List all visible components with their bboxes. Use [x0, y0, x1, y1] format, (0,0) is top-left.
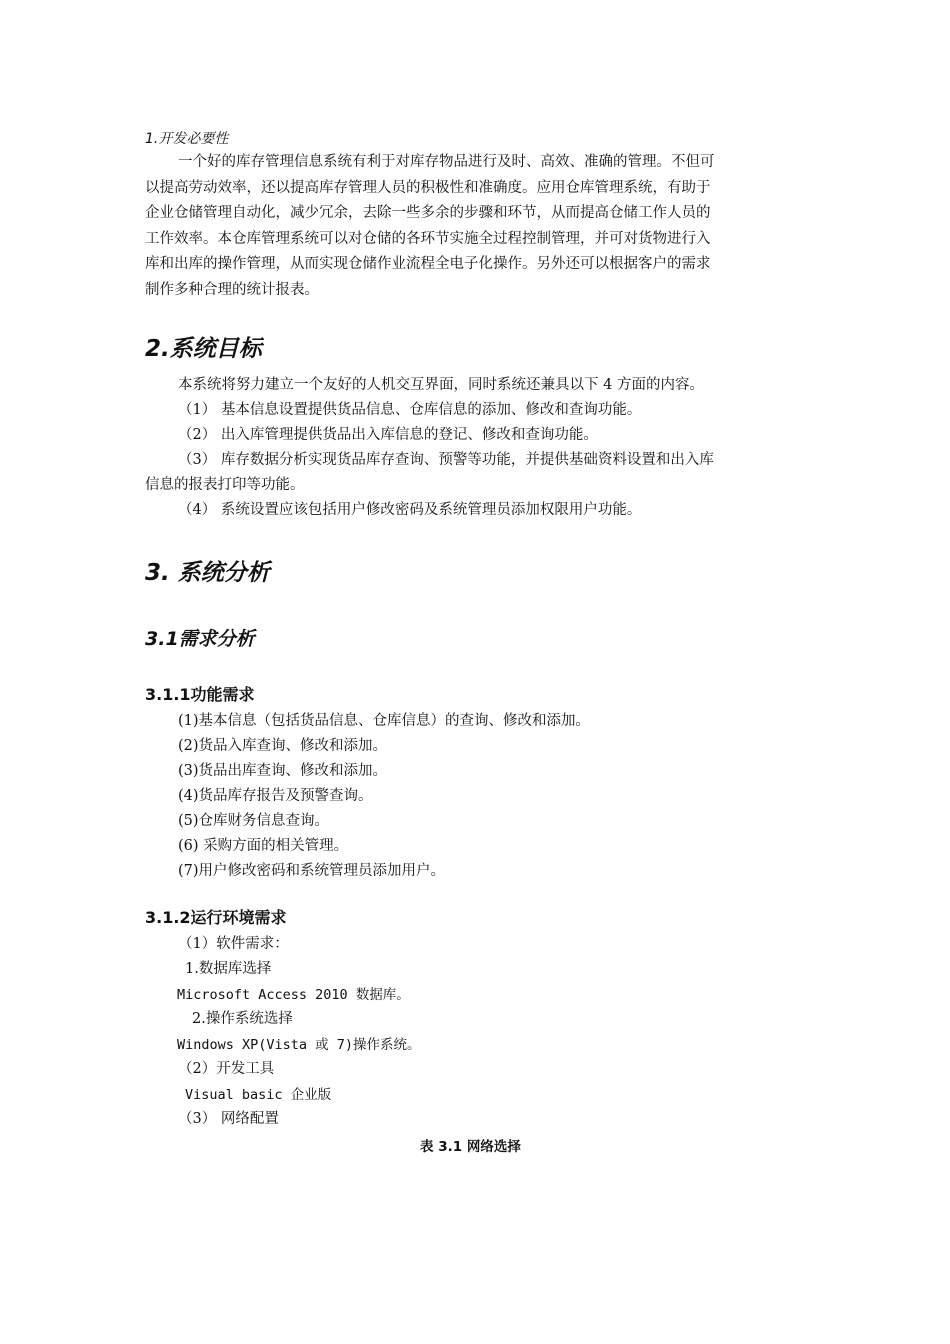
- goal-item-4: （4） 系统设置应该包括用户修改密码及系统管理员添加权限用户功能。: [178, 502, 642, 518]
- table-caption: 表 3.1 网络选择: [420, 1139, 521, 1155]
- func-item-1: (1)基本信息（包括货品信息、仓库信息）的查询、修改和添加。: [178, 713, 591, 729]
- paragraph-line: 制作多种合理的统计报表。: [145, 281, 319, 298]
- paragraph-line: 库和出库的操作管理，从而实现仓储作业流程全电子化操作。另外还可以根据客户的需求: [145, 256, 711, 272]
- goal-item-3: （3） 库存数据分析实现货品库存查询、预警等功能，并提供基础资料设置和出入库: [178, 452, 714, 468]
- func-item-5: (5)仓库财务信息查询。: [178, 813, 330, 829]
- env-os-value: Windows XP(Vista 或 7)操作系统。: [177, 1037, 421, 1053]
- goals-intro: 本系统将努力建立一个友好的人机交互界面，同时系统还兼具以下 4 方面的内容。: [178, 377, 704, 393]
- goal-item-3-cont: 信息的报表打印等功能。: [145, 477, 305, 493]
- goal-item-2: （2） 出入库管理提供货品出入库信息的登记、修改和查询功能。: [178, 427, 598, 443]
- env-db-select: 1.数据库选择: [185, 961, 272, 977]
- subsection-heading-functional: 3.1.1功能需求: [145, 685, 255, 704]
- func-item-3: (3)货品出库查询、修改和添加。: [178, 763, 388, 779]
- func-item-6: (6) 采购方面的相关管理。: [178, 838, 349, 854]
- paragraph-line: 以提高劳动效率，还以提高库存管理人员的积极性和准确度。应用仓库管理系统，有助于: [145, 179, 711, 196]
- subsection-heading-environment: 3.1.2运行环境需求: [145, 908, 287, 927]
- func-item-2: (2)货品入库查询、修改和添加。: [178, 738, 388, 754]
- env-db-value: Microsoft Access 2010 数据库。: [177, 987, 410, 1003]
- paragraph-line: 一个好的库存管理信息系统有利于对库存物品进行及时、高效、准确的管理。不但可: [178, 154, 715, 170]
- func-item-7: (7)用户修改密码和系统管理员添加用户。: [178, 863, 446, 879]
- env-dev-value: Visual basic 企业版: [185, 1087, 332, 1103]
- env-network: （3） 网络配置: [178, 1111, 279, 1127]
- section-heading-analysis: 3. 系统分析: [145, 560, 270, 586]
- necessity-paragraph: [145, 150, 807, 303]
- paragraph-line: 工作效率。本仓库管理系统可以对仓储的各环节实施全过程控制管理，并可对货物进行入: [145, 230, 711, 247]
- goal-item-1: （1） 基本信息设置提供货品信息、仓库信息的添加、修改和查询功能。: [178, 402, 642, 418]
- paragraph-line: 企业仓储管理自动化，减少冗余，去除一些多余的步骤和环节，从而提高仓储工作人员的: [145, 205, 711, 221]
- section-heading-goals: 2.系统目标: [145, 336, 262, 362]
- func-item-4: (4)货品库存报告及预警查询。: [178, 788, 373, 804]
- env-os-select: 2.操作系统选择: [192, 1011, 293, 1027]
- section-heading-necessity: 1.开发必要性: [145, 131, 229, 147]
- env-software: （1）软件需求：: [178, 936, 289, 952]
- env-dev-tools: （2）开发工具: [178, 1061, 275, 1077]
- subsection-heading-requirements: 3.1需求分析: [145, 628, 255, 650]
